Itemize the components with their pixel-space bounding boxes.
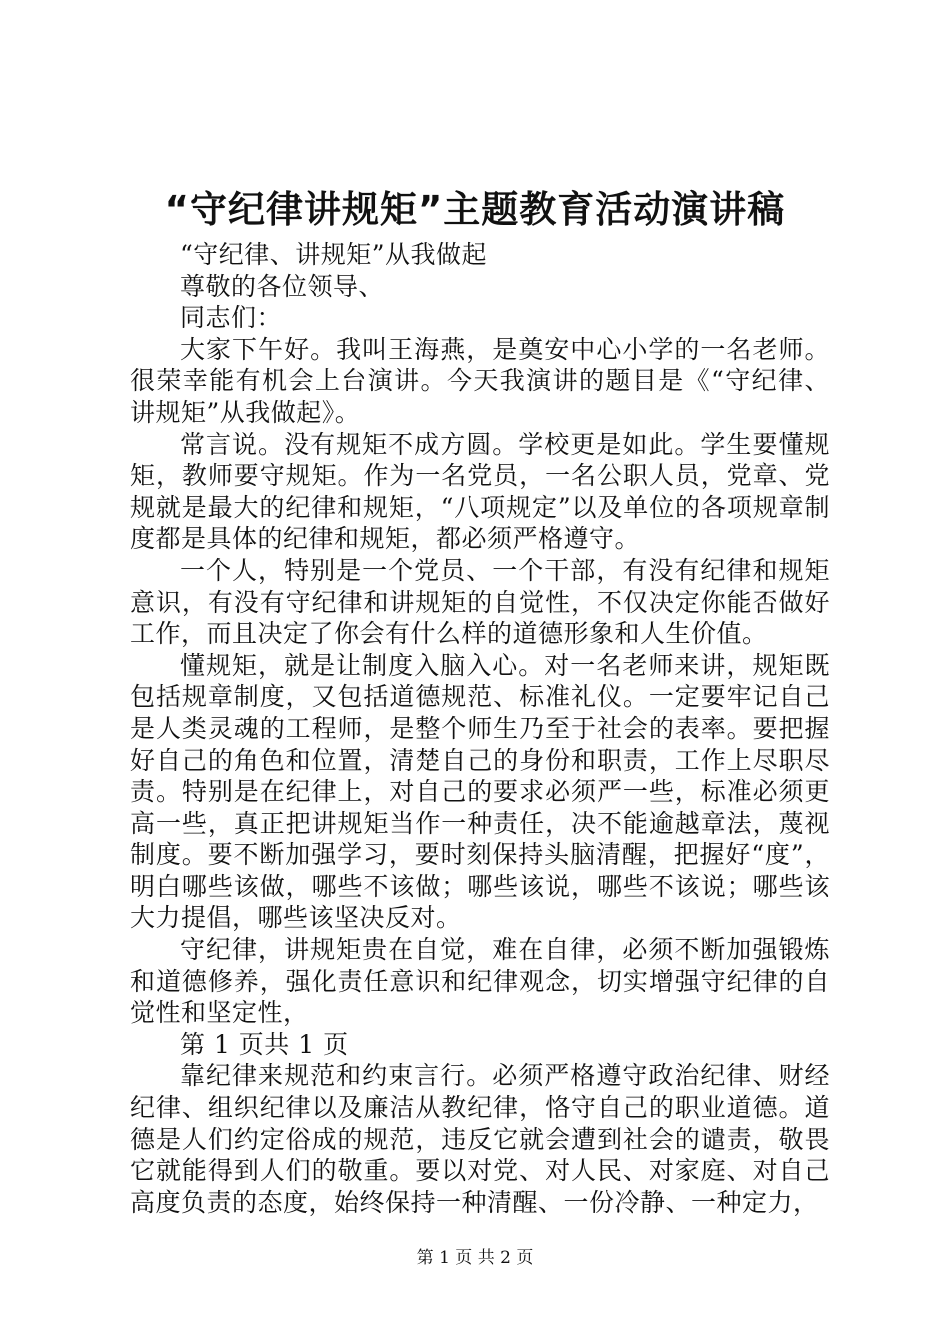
page-footer: 第 1 页 共 2 页 [416,1248,534,1268]
salutation-line-1: 尊敬的各位领导、 [180,271,385,301]
inline-page-marker: 第 1 页共 1 页 [180,1029,349,1059]
paragraph-greeting: 大家下午好。我叫王海燕，是奠安中心小学的一名老师。很荣幸能有机会上台演讲。今天我演讲的题目是《“守纪律、讲规矩”从我做起》。 [130,334,830,427]
paragraph-rules: 常言说。没有规矩不成方圆。学校更是如此。学生要懂规矩，教师要守规矩。作为一名党员，一名公职人员，党章、党规就是最大的纪律和规矩，“八项规定”以及单位的各项规章制度都是具体的纪律和规矩，都必须严格遵守。 [130,429,830,554]
document-title: “守纪律讲规矩”主题教育活动演讲稿 [164,188,786,231]
speech-subtitle: “守纪律、讲规矩”从我做起 [180,240,488,269]
salutation-line-2: 同志们： [180,303,283,333]
document-body [130,239,830,1218]
paragraph-conduct: 靠纪律来规范和约束言行。必须严格遵守政治纪律、财经纪律、组织纪律以及廉洁从教纪律，恪守自己的职业道德。道德是人们约定俗成的规范，违反它就会遭到社会的谴责，敬畏它就能得到人们的敬重。要以对党、对人民、对家庭、对自己高度负责的态度，始终保持一种清醒、一份冷静、一种定力， [130,1061,830,1217]
paragraph-self-discipline: 守纪律，讲规矩贵在自觉，难在自律，必须不断加强锻炼和道德修养，强化责任意识和纪律观念，切实增强守纪律的自觉性和坚定性， [130,935,830,1028]
paragraph-awareness: 一个人，特别是一个党员、一个干部，有没有纪律和规矩意识，有没有守纪律和讲规矩的自觉性，不仅决定你能否做好工作，而且决定了你会有什么样的道德形象和人生价值。 [130,555,830,649]
paragraph-understanding: 懂规矩，就是让制度入脑入心。对一名老师来讲，规矩既包括规章制度，又包括道德规范、标准礼仪。一定要牢记自己是人类灵魂的工程师，是整个师生乃至于社会的表率。要把握好自己的角色和位置，清楚自己的身份和职责，工作上尽职尽责。特别是在纪律上，对自己的要求必须严一些，标准必须更高一些，真正把讲规矩当作一种责任，决不能逾越章法，蔑视制度。要不断加强学习，要时刻保持头脑清醒，把握好“度”，明白哪些该做，哪些不该做；哪些该说，哪些不该说；哪些该大力提倡，哪些该坚决反对。 [130,650,830,933]
